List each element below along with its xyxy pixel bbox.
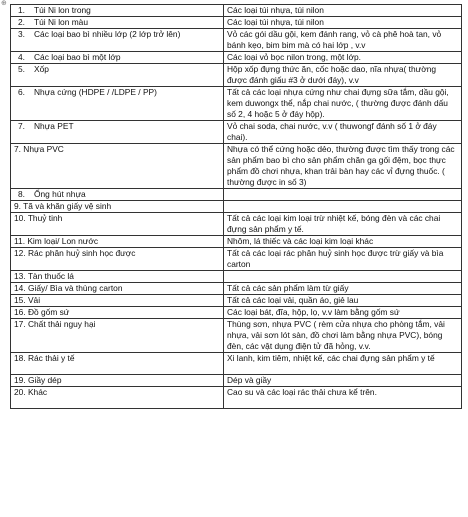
table-row <box>11 307 462 319</box>
category-cell <box>11 353 224 375</box>
table-row <box>11 29 462 52</box>
description-cell <box>224 387 462 409</box>
category-label: 19. Giầy dép <box>14 375 62 385</box>
table-row <box>11 387 462 409</box>
table-row <box>11 64 462 87</box>
table-row <box>11 5 462 17</box>
description-text: Thùng sơn, nhựa PVC ( rèm cửa nhựa cho phòng tắm, vải nhựa, vải sơn lót sàn, đồ chơi làm bằng nhựa PVC), bóng đèn, các vật dụng điện tử đã hỏng, v.v. <box>227 319 445 351</box>
description-text: Các loại túi nhựa, túi nilon <box>227 5 324 15</box>
description-text: Dép và giầy <box>227 375 272 385</box>
category-label: 16. Đồ gốm sứ <box>14 307 70 317</box>
description-text: Xi lanh, kim tiêm, nhiệt kế, các chai đựng sản phẩm y tế <box>227 353 435 363</box>
category-cell <box>11 121 224 144</box>
description-text: Tất cả các loại nhựa cứng như chai đựng sữa tắm, dầu gội, kem duwongx thể, nắp chai nước, ( thường được đánh dấu số 2, 4 hoặc 5 ở đáy hộp). <box>227 87 449 119</box>
description-cell <box>224 319 462 353</box>
row-number: 1. <box>18 5 25 15</box>
row-number: 6. <box>18 87 25 97</box>
category-label: Nhựa PET <box>34 121 74 131</box>
row-number: 5. <box>18 64 25 74</box>
table-row <box>11 121 462 144</box>
category-cell <box>11 189 224 201</box>
row-number: 7. <box>18 121 25 131</box>
category-cell <box>11 375 224 387</box>
category-cell <box>11 201 224 213</box>
category-label: 13. Tàn thuốc lá <box>14 271 74 281</box>
category-cell <box>11 319 224 353</box>
category-label: Nhựa cứng (HDPE / /LDPE / PP) <box>34 87 157 97</box>
row-number: 4. <box>18 52 25 62</box>
category-cell <box>11 29 224 52</box>
category-label: Các loại bao bì một lớp <box>34 52 121 62</box>
description-text: Các loại vỏ bọc nilon trong, một lớp. <box>227 52 361 62</box>
description-cell <box>224 144 462 189</box>
description-cell <box>224 29 462 52</box>
table-row <box>11 375 462 387</box>
category-label: Túi Ni lon trong <box>34 5 91 15</box>
description-text: Hộp xốp đựng thức ăn, cốc hoặc dao, nĩa nhựa( thường được đánh giấu #3 ở dưới đáy), v.v <box>227 64 437 85</box>
category-label: Các loại bao bì nhiều lớp (2 lớp trở lên) <box>34 29 181 39</box>
category-label: 17. Chất thải nguy hại <box>14 319 96 329</box>
category-cell <box>11 283 224 295</box>
category-cell <box>11 387 224 409</box>
description-cell <box>224 307 462 319</box>
description-text: Cao su và các loại rác thải chưa kể trên. <box>227 387 377 397</box>
description-cell <box>224 201 462 213</box>
table-row <box>11 248 462 271</box>
description-cell <box>224 87 462 121</box>
description-text: Nhôm, lá thiếc và các loại kim loại khác <box>227 236 374 246</box>
table-row <box>11 353 462 375</box>
category-cell <box>11 307 224 319</box>
category-cell <box>11 17 224 29</box>
description-cell <box>224 283 462 295</box>
description-text: Tất cả các sản phẩm làm từ giấy <box>227 283 349 293</box>
category-cell <box>11 213 224 236</box>
description-cell <box>224 5 462 17</box>
category-label: 10. Thuỷ tinh <box>14 213 63 223</box>
category-label: Ống hút nhựa <box>34 189 86 199</box>
description-cell <box>224 121 462 144</box>
category-cell <box>11 295 224 307</box>
description-cell <box>224 52 462 64</box>
description-text: Vỏ chai soda, chai nước, v.v ( thuwongf đánh số 1 ở đáy chai). <box>227 121 437 142</box>
category-label: 15. Vải <box>14 295 41 305</box>
description-cell <box>224 213 462 236</box>
table-row <box>11 201 462 213</box>
description-cell <box>224 248 462 271</box>
category-label: Túi Ni lon màu <box>34 17 88 27</box>
category-cell <box>11 236 224 248</box>
table-row <box>11 52 462 64</box>
category-label: Xốp <box>34 64 49 74</box>
category-label: 20. Khác <box>14 387 48 397</box>
table-row <box>11 319 462 353</box>
table-row <box>11 283 462 295</box>
category-label: 12. Rác phân huỷ sinh học được <box>14 248 136 258</box>
description-text: Nhựa có thể cứng hoặc dẻo, thường được tìm thấy trong các sản phẩm bao bì cho sản phẩm chăn ga gối đệm, bọc thực phẩm đồ chơi nhựa, khan trải bàn hay các vỉ đựng thuốc. ( thường được in số 3) <box>227 144 455 187</box>
category-cell <box>11 5 224 17</box>
row-number: 3. <box>18 29 25 39</box>
table-row <box>11 213 462 236</box>
description-cell <box>224 271 462 283</box>
description-text: Tất cả các loại kim loại trừ nhiệt kế, bóng đèn và các chai đựng sản phẩm y tế. <box>227 213 441 234</box>
table-row <box>11 271 462 283</box>
description-text: Tất cả các loại vải, quần áo, giẻ lau <box>227 295 359 305</box>
description-cell <box>224 17 462 29</box>
category-label: 18. Rác thải y tế <box>14 353 75 363</box>
category-cell <box>11 271 224 283</box>
description-text: Tất cả các loại rác phân huỷ sinh học được trừ giấy và bìa carton <box>227 248 444 269</box>
description-cell <box>224 295 462 307</box>
category-cell <box>11 87 224 121</box>
category-label: 11. Kim loại/ Lon nước <box>14 236 99 246</box>
category-cell <box>11 64 224 87</box>
waste-category-table <box>10 4 462 409</box>
table-row <box>11 236 462 248</box>
category-label: 14. Giấy/ Bìa và thùng carton <box>14 283 123 293</box>
row-number: 8. <box>18 189 25 199</box>
description-cell <box>224 375 462 387</box>
category-cell <box>11 144 224 189</box>
table-row <box>11 189 462 201</box>
description-text: Các loại túi nhựa, túi nilon <box>227 17 324 27</box>
category-label: 9. Tã và khăn giấy vệ sinh <box>14 201 112 211</box>
category-cell <box>11 248 224 271</box>
row-number: 2. <box>18 17 25 27</box>
table-row <box>11 295 462 307</box>
description-text: Các loại bát, đĩa, hộp, lọ, v.v làm bằng gốm sứ <box>227 307 400 317</box>
table-row <box>11 144 462 189</box>
description-cell <box>224 353 462 375</box>
category-label: 7. Nhựa PVC <box>14 144 64 154</box>
description-cell <box>224 236 462 248</box>
description-cell <box>224 64 462 87</box>
description-text: Vỏ các gói dầu gội, kem đánh rang, vỏ cà phê hoà tan, vỏ bánh kẹo, bim bim mà có hai lớp , v.v <box>227 29 442 50</box>
table-row <box>11 87 462 121</box>
category-cell <box>11 52 224 64</box>
table-row <box>11 17 462 29</box>
description-cell <box>224 189 462 201</box>
table-anchor-icon: ⊕ <box>1 0 7 7</box>
